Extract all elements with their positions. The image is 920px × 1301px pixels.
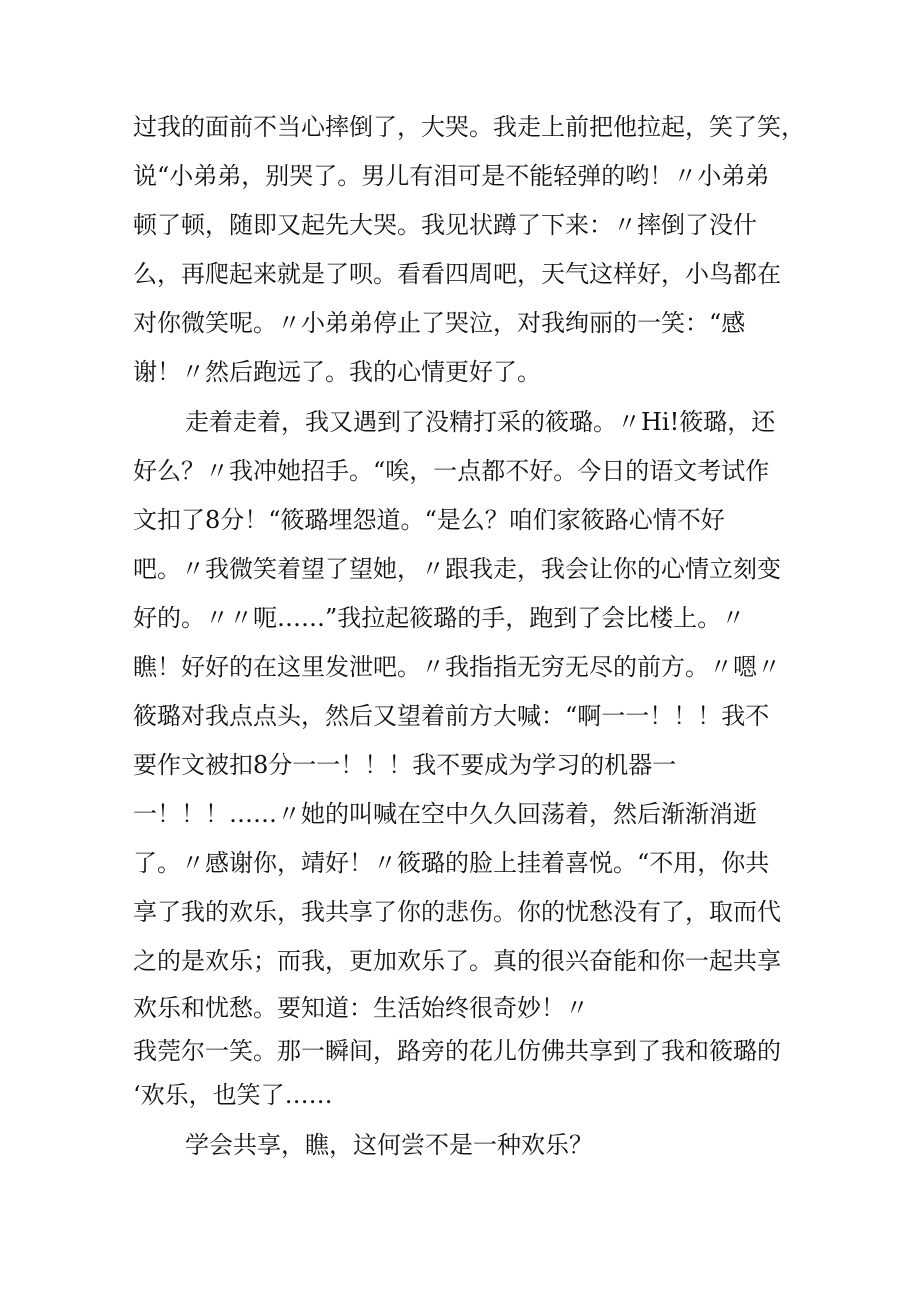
text-line-2: 说“小弟弟，别哭了。男儿有泪可是不能轻弹的哟！〃小弟弟 xyxy=(133,162,770,190)
text-line-22: 学会共享，瞧，这何尝不是一种欢乐？ xyxy=(185,1131,593,1159)
text-line-5: 对你微笑呢。〃小弟弟停止了哭泣，对我绚丽的一笑：“感 xyxy=(133,309,746,337)
text-line-8: 好么？〃我冲她招手。“唉，一点都不好。今日的语文考试作 xyxy=(133,457,770,485)
text-line-18: 之的是欢乐；而我，更加欢乐了。真的很兴奋能和你一起共享 xyxy=(133,947,781,975)
text-line-17: 享了我的欢乐，我共享了你的悲伤。你的忧愁没有了，取而代 xyxy=(133,898,781,926)
text-line-1: 过我的面前不当心摔倒了，大哭。我走上前把他拉起，笑了笑， xyxy=(133,113,805,141)
text-line-9: 文扣了8分！“筱璐埋怨道。“是么？咱们家筱路心情不好 xyxy=(133,506,725,534)
text-line-10: 吧。〃我微笑着望了望她，〃跟我走，我会让你的心情立刻变 xyxy=(133,555,781,583)
text-line-19: 欢乐和忧愁。要知道：生活始终很奇妙！〃 xyxy=(133,994,589,1022)
text-line-16: 了。〃感谢你，靖好！〃筱璐的脸上挂着喜悦。“不用，你共 xyxy=(133,849,770,877)
text-line-6: 谢！〃然后跑远了。我的心情更好了。 xyxy=(133,358,541,386)
text-line-11: 好的。〃〃呃……”我拉起筱璐的手，跑到了会比楼上。〃 xyxy=(133,604,746,632)
text-line-13: 筱璐对我点点头，然后又望着前方大喊：“啊一一！！！我不 xyxy=(133,702,770,730)
text-line-20: 我莞尔一笑。那一瞬间，路旁的花儿仿佛共享到了我和筱璐的 xyxy=(133,1037,781,1065)
text-line-14: 要作文被扣8分一一！！！我不要成为学习的机器一 xyxy=(133,751,677,779)
text-line-4: 么，再爬起来就是了呗。看看四周吧，天气这样好，小鸟都在 xyxy=(133,260,781,288)
text-line-12: 瞧！好好的在这里发泄吧。〃我指指无穷无尽的前方。〃嗯〃 xyxy=(133,653,781,681)
text-line-21: ‘欢乐，也笑了…… xyxy=(133,1081,333,1109)
text-line-3: 顿了顿，随即又起先大哭。我见状蹲了下来：〃摔倒了没什 xyxy=(133,211,757,239)
text-line-15: 一！！！……〃她的叫喊在空中久久回荡着，然后渐渐消逝 xyxy=(133,800,757,828)
text-line-7: 走着走着，我又遇到了没精打采的筱璐。〃Hi!筱璐，还 xyxy=(185,408,776,436)
